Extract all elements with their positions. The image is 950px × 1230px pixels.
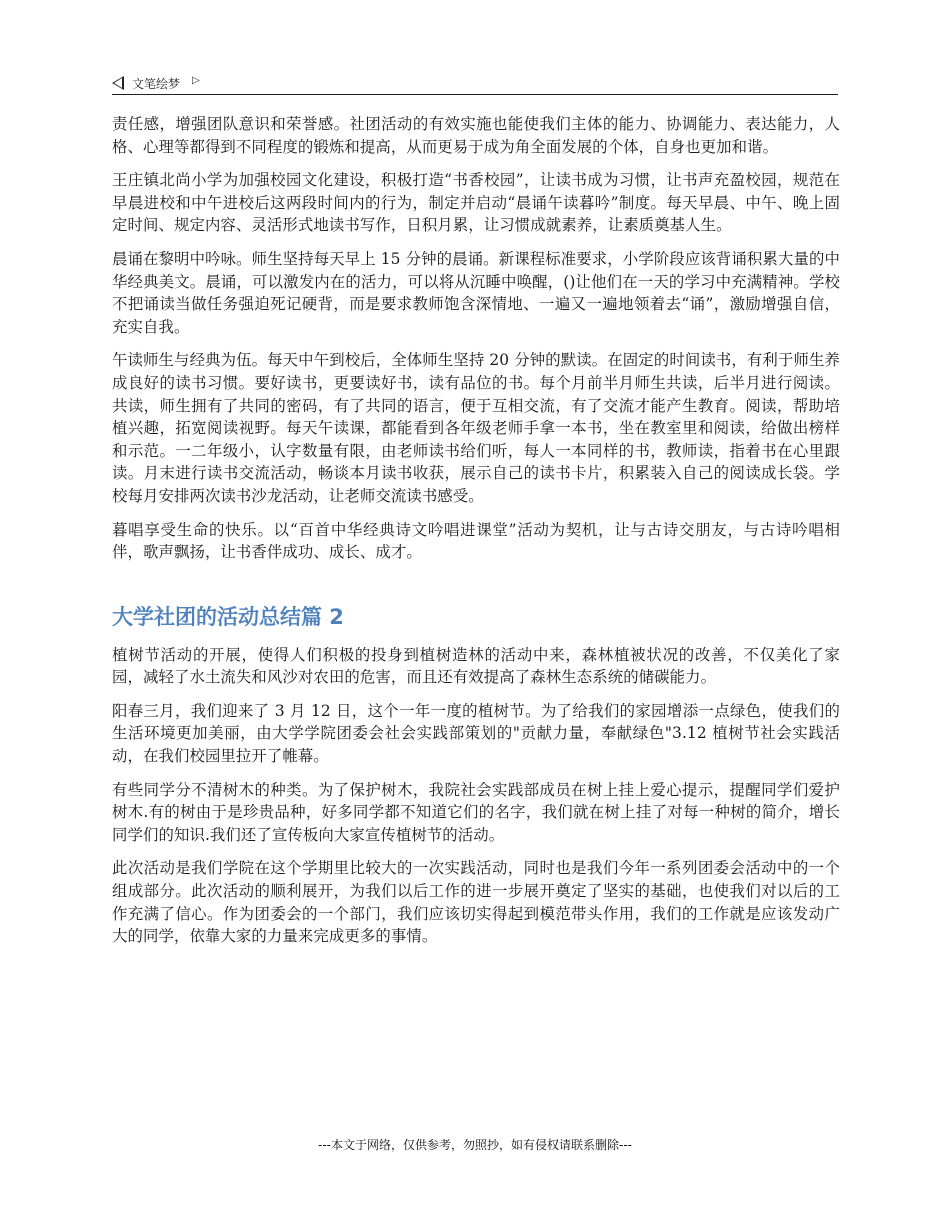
paragraph: 有些同学分不清树木的种类。为了保护树木，我院社会实践部成员在树上挂上爱心提示，提醒同学们爱护树木.有的树由于是珍贵品种，好多同学都不知道它们的名字，我们就在树上挂了对每一种树的简介，增长同学们的知识.我们还了宣传板向大家宣传植树节的活动。 xyxy=(112,780,840,844)
paragraph: 植树节活动的开展，使得人们积极的投身到植树造林的活动中来，森林植被状况的改善，不仅美化了家园，减轻了水土流失和风沙对农田的危害，而且还有效提高了森林生态系统的储碳能力。 xyxy=(112,645,840,687)
paragraph: 责任感，增强团队意识和荣誉感。社团活动的有效实施也能使我们主体的能力、协调能力、表达能力，人格、心理等都得到不同程度的锻炼和提高，从而更易于成为角全面发展的个体，自身也更加和谐。 xyxy=(112,115,840,156)
paragraph: 暮唱享受生命的快乐。以“百首中华经典诗文吟唱进课堂”活动为契机，让与古诗交朋友，与古诗吟唱相伴，歌声飘扬，让书香伴成功、成长、成才。 xyxy=(112,520,840,562)
paragraph: 此次活动是我们学院在这个学期里比较大的一次实践活动，同时也是我们今年一系列团委会活动中的一个组成部分。此次活动的顺利展开，为我们以后工作的进一步展开奠定了坚实的基础，也使我们对以后的工作充满了信心。作为团委会的一个部门，我们应该切实得起到模范带头作用，我们的工作就是应该发动广大的同学，依靠大家的力量来完成更多的事情。 xyxy=(112,859,840,946)
paragraph: 阳春三月，我们迎来了 3 月 12 日，这个一年一度的植树节。为了给我们的家园增添一点绿色，使我们的生活环境更加美丽，由大学学院团委会社会实践部策划的"贡献力量，奉献绿色"3.12 植树节社会实践活动，在我们校园里拉开了帷幕。 xyxy=(112,701,840,766)
forward-triangle-icon: ▷ xyxy=(192,74,200,86)
brand-label: 文笔绘梦 xyxy=(132,76,181,91)
paragraph: 午读师生与经典为伍。每天中午到校后，全体师生坚持 20 分钟的默读。在固定的时间读书，有利于师生养成良好的读书习惯。要好读书，更要读好书，读有品位的书。每个月前半月师生共读，后半月进行阅读。共读，师生拥有了共同的密码，有了共同的语言，便于互相交流，有了交流才能产生教育。阅读，帮助培植兴趣，拓宽阅读视野。每天午读课，都能看到各年级老师手拿一本书，坐在教室里和阅读，给做出榜样和示范。一二年级小，认字数量有限，由老师读书给们听，每人一本同样的书，教师读，指着书在心里跟读。月末进行读书交流活动，畅谈本月读书收获，展示自己的读书卡片，积累装入自己的阅读成长袋。学校每月安排两次读书沙龙活动，让老师交流读书感受。 xyxy=(112,351,840,505)
page-footer: ---本文于网络，仅供参考，勿照抄，如有侵权请联系删除--- xyxy=(318,1138,632,1152)
back-triangle-icon xyxy=(112,76,124,90)
paragraph: 王庄镇北尚小学为加强校园文化建设，积极打造“书香校园”，让读书成为习惯，让书声充盈校园，规范在早晨进校和中午进校后这两段时间内的行为，制定并启动“晨诵午读暮吟”制度。每天早晨、中午、晚上固定时间、规定内容、灵活形式地读书写作，日积月累，让习惯成就素养，让素质奠基人生。 xyxy=(112,171,840,235)
page-header xyxy=(112,72,838,95)
section-heading: 大学社团的活动总结篇 2 xyxy=(112,604,344,629)
document-body xyxy=(112,113,840,959)
paragraph: 晨诵在黎明中吟咏。师生坚持每天早上 15 分钟的晨诵。新课程标准要求，小学阶段应该背诵积累大量的中华经典美文。晨诵，可以激发内在的活力，可以将从沉睡中唤醒，()让他们在一天的学习中充满精神。学校不把诵读当做任务强迫死记硬背，而是要求教师饱含深情地、一遍又一遍地领着去“诵”，激励增强自信，充实自我。 xyxy=(112,249,840,336)
